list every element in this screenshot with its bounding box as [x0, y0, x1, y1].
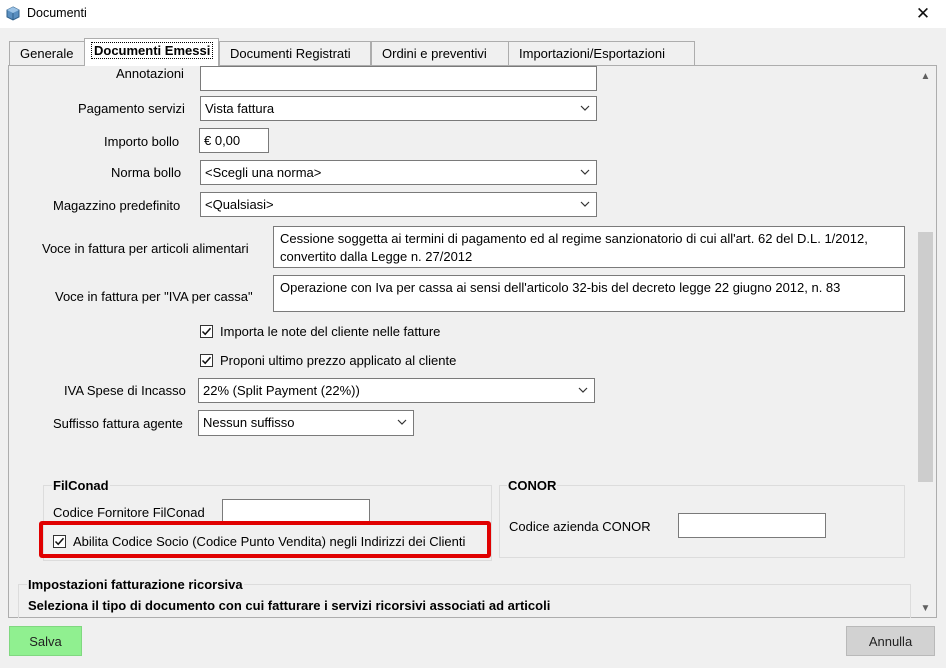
proponi-prezzo-label[interactable]: Proponi ultimo prezzo applicato al cliente: [220, 353, 457, 368]
ricorsiva-subtitle: Seleziona il tipo di documento con cui fatturare i servizi ricorsivi associati ad articoli: [28, 598, 551, 613]
annotazioni-label: Annotazioni: [116, 66, 184, 81]
importo-bollo-field[interactable]: € 0,00: [199, 128, 269, 153]
pagamento-servizi-value: Vista fattura: [205, 101, 275, 116]
scroll-down-icon[interactable]: ▼: [920, 603, 931, 614]
iva-spese-label: IVA Spese di Incasso: [64, 383, 186, 398]
checkmark-icon: [201, 326, 212, 337]
importo-bollo-label: Importo bollo: [104, 134, 180, 149]
voce-alimentari-textarea[interactable]: [273, 226, 905, 268]
scroll-thumb[interactable]: [918, 232, 933, 482]
tab-documenti-emessi[interactable]: [84, 38, 219, 66]
pagamento-servizi-label: Pagamento servizi: [78, 101, 185, 116]
magazzino-label: Magazzino predefinito: [53, 198, 181, 213]
pagamento-servizi-select[interactable]: [200, 96, 597, 121]
ricorsiva-title: Impostazioni fatturazione ricorsiva: [28, 577, 243, 592]
highlight-box: [39, 521, 491, 558]
suffisso-value: Nessun suffisso: [203, 415, 295, 430]
codice-conor-label: Codice azienda CONOR: [509, 519, 651, 534]
annotazioni-field[interactable]: [200, 66, 597, 91]
voce-iva-cassa-label: Voce in fattura per "IVA per cassa": [55, 289, 253, 304]
importa-note-checkbox[interactable]: [200, 325, 213, 338]
suffisso-label: Suffisso fattura agente: [53, 416, 183, 431]
iva-spese-select[interactable]: [198, 378, 595, 403]
norma-bollo-label: Norma bollo: [111, 165, 182, 180]
importa-note-label[interactable]: Importa le note del cliente nelle fatture: [220, 324, 441, 339]
voce-iva-cassa-textarea[interactable]: [273, 275, 905, 312]
chevron-down-icon: [580, 193, 590, 214]
norma-bollo-select[interactable]: [200, 160, 597, 185]
tab-documenti-registrati[interactable]: Documenti Registrati: [219, 41, 371, 66]
codice-filconad-label: Codice Fornitore FilConad: [53, 505, 205, 520]
magazzino-select[interactable]: [200, 192, 597, 217]
scroll-up-icon[interactable]: ▲: [920, 71, 931, 82]
tab-strip: [0, 40, 946, 66]
title-bar: [0, 0, 946, 28]
iva-spese-value: 22% (Split Payment (22%)): [203, 383, 360, 398]
chevron-down-icon: [580, 97, 590, 118]
voce-alimentari-line1: Cessione soggetta ai termini di pagamento ed al regime sanzionatorio di cui all'art. 62 del D.L. 1/2012,: [280, 231, 868, 246]
checkmark-icon: [201, 355, 212, 366]
chevron-down-icon: [578, 379, 588, 400]
codice-conor-field[interactable]: [678, 513, 826, 538]
cancel-button[interactable]: Annulla: [846, 626, 935, 656]
magazzino-value: <Qualsiasi>: [205, 197, 274, 212]
vertical-scrollbar[interactable]: [915, 66, 936, 617]
chevron-down-icon: [397, 411, 407, 432]
filconad-title: FilConad: [53, 478, 109, 493]
voce-alimentari-line2: convertito dalla Legge n. 27/2012: [280, 249, 473, 264]
abilita-codice-socio-label[interactable]: Abilita Codice Socio (Codice Punto Vendita) negli Indirizzi dei Clienti: [73, 534, 466, 549]
app-cube-icon: [6, 6, 20, 21]
voce-alimentari-label: Voce in fattura per articoli alimentari: [42, 241, 249, 256]
tab-ordini-preventivi[interactable]: Ordini e preventivi: [371, 41, 509, 66]
tab-label: Documenti Emessi: [91, 42, 213, 59]
conor-title: CONOR: [508, 478, 557, 493]
tab-generale[interactable]: Generale: [9, 41, 85, 66]
suffisso-select[interactable]: [198, 410, 414, 436]
window-title: Documenti: [27, 6, 87, 20]
close-icon[interactable]: ✕: [915, 4, 931, 23]
voce-iva-cassa-value: Operazione con Iva per cassa ai sensi dell'articolo 32-bis del decreto legge 22 giugno 2012, n. 83: [280, 280, 841, 295]
save-button[interactable]: Salva: [9, 626, 82, 656]
norma-bollo-value: <Scegli una norma>: [205, 165, 322, 180]
tab-importazioni-esportazioni[interactable]: Importazioni/Esportazioni: [508, 41, 695, 66]
proponi-prezzo-checkbox[interactable]: [200, 354, 213, 367]
chevron-down-icon: [580, 161, 590, 182]
